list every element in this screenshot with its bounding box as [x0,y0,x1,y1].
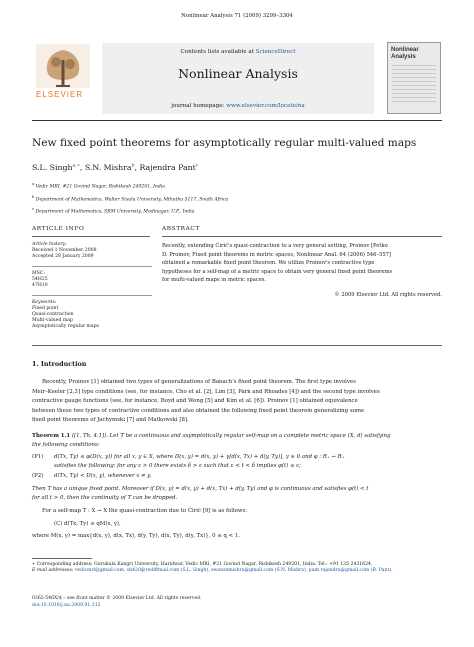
journal-cover [387,42,441,114]
journal-name: Nonlinear Analysis [178,66,298,81]
ciric-line: For a self-map T : X → X the quasi-contraction due to Ćirić [9] is as follows: [42,508,248,514]
footnotes [32,562,444,574]
article-info-heading: ARTICLE INFO [32,226,85,232]
affiliation-mark: a [32,182,35,186]
abstract-line: D. Proinov, Fixed point theorems in metric spaces, Nonlinear Anal. 64 (2006) 546–557] [162,251,391,258]
author-separator: , [79,163,85,172]
sciencedirect-link[interactable]: ScienceDirect [255,49,296,55]
accepted-date: Accepted 28 January 2009 [32,254,94,259]
homepage-prefix: journal homepage: [171,103,227,109]
author-list [32,163,198,172]
affiliation [32,181,228,191]
intro-line: Recently, Proinov [1] obtained two types of generalizations of Banach's fixed point theorem. The first type involves [42,379,356,385]
theorem-line: the following conditions: [32,442,100,449]
article-title: New fixed point theorems for asymptotically regular multi-valued maps [32,137,417,149]
condition-label: (P2) [32,472,44,479]
front-matter-rule [32,345,442,346]
email-note [32,568,444,574]
theorem-conclusion: Then T has a unique fixed point. Moreover if D(x, y) = d(x, y) + d(x, Tx) + d(y, Ty) and φ is continuous and satisfies φ(t) < t [32,486,369,493]
history-label: Article history: [32,242,67,247]
contents-line [102,49,374,55]
keyword: Asymptotically regular maps [32,324,99,329]
where-line: where M(x, y) = max{d(x, y), d(x, Tx), d(y, Ty), d(x, Ty), d(y, Tx)}, 0 ≤ q < 1. [32,533,241,540]
theorem-line [32,432,444,441]
abstract-line: obtained a remarkable fixed point theorem. We utilize Proinov's contractive type [162,260,375,267]
affiliation-text: Department of Mathematics, SRM University, Modinagar, U.P., India [35,209,195,215]
doi-link[interactable]: doi:10.1016/j.na.2009.01.212 [32,603,101,608]
condition-p1 [32,453,444,462]
ciric-formula: (C) d(Tx, Ty) ≤ qM(x, y), [54,520,121,527]
header-rule [32,120,442,121]
affiliation-mark: c [32,207,35,212]
abstract-line: Recently, extending Ćirić's quasi-contraction to a very general setting, Proinov [Petko [162,243,388,249]
issn-line: 0362-546X/$ – see front matter © 2009 Elsevier Ltd. All rights reserved. [32,596,202,601]
info-divider [32,266,152,267]
elsevier-logo [32,42,94,102]
abstract-line: hypotheses for a self-map of a metric space to obtain very general fixed point theorems [162,268,393,275]
email-label: E-mail addresses: [32,568,74,573]
intro-line: Meir–Keeler [2,3] type conditions (see, for instance, Cho et al. [2], Lim [3], Park and Rhoades [4]) and the second type involves [32,388,380,395]
info-divider [32,295,152,296]
publisher-wordmark: ELSEVIER [36,90,84,99]
author-name: S.N. Mishra [84,163,132,172]
condition-label: (P1) [32,453,44,460]
condition-text: d(Tx, Ty) ≤ φ(D(x, y)) for all x, y ∈ X, where D(x, y) = d(x, y) + γ[d(x, Tx) + d(y, Ty)], γ ≥ 0 and φ : R₊ → R₊ [54,453,345,460]
abstract-line: for multi-valued maps in metric spaces. [162,277,267,284]
abstract-rule [162,236,442,237]
ciric-paragraph [32,507,444,542]
author-mark[interactable]: b [131,163,135,169]
received-date: Received 1 November 2008 [32,248,97,253]
intro-line: between these two types of contractive conditions and also obtained the following fixed point theorem generalizing some [32,407,365,414]
intro-line: contractive gauge functions (see, for instance, Boyd and Wong [5] and Kim et al. [6]). Proinov [1] obtained equivalence [32,398,358,405]
homepage-line [102,103,374,109]
theorem-label: Theorem 1.1 [32,433,71,439]
affiliation-text: Department of Mathematics, Walter Sisulu University, Mthatha 5117, South Africa [35,197,229,203]
author-mark[interactable]: a,∗ [72,163,80,169]
affiliation-text: Vedic MRI, #21 Govind Nagar, Rishikesh 249201, India [35,184,166,190]
abstract-heading: ABSTRACT [162,226,200,232]
intro-paragraph [32,378,444,426]
keyword: Quasi-contraction [32,312,74,317]
keyword: Multi-valued map [32,318,73,323]
affiliation-mark: b [32,194,35,199]
msc-label: MSC: [32,271,45,276]
contents-prefix: Contents lists available at [180,49,256,55]
footnote-rule [32,558,92,559]
condition-text: d(Tx, Ty) < D(x, y), whenever x ≠ y. [54,472,152,479]
info-rule [32,236,150,237]
running-head: Nonlinear Analysis 71 (2009) 3299–3304 [181,13,293,19]
corresponding-note: ∗ Corresponding address: Gurukula Kangri University, Haridwar, Vedic MRI, #21 Govind Nagar, Rishikesh 249201, India. Tel.: +91 135 2431624. [32,562,373,567]
cover-lines [392,65,436,105]
author-name: S.L. Singh [32,163,73,172]
abstract-body [162,242,442,300]
homepage-link[interactable]: www.elsevier.com/locate/na [226,103,305,109]
affiliations [32,181,228,216]
theorem-conclusion: for all t > 0, then the continuity of T can be dropped. [32,495,178,502]
theorem-statement: ([1, Th. 4.1]). Let T be a continuous and asymptotically regular self-map on a complete metric space (X, d) satisfying [71,433,391,439]
keyword: Fixed point [32,306,59,311]
cover-title: Nonlinear Analysis [391,47,419,60]
condition-p2 [32,472,444,481]
msc-code: 47H10 [32,283,48,288]
article-info [32,242,152,330]
section-heading: 1. Introduction [32,360,87,368]
affiliation [32,194,228,204]
author-name: Rajendra Pant [139,163,196,172]
intro-line: fixed point theorems of Jachymski [7] and Matkowski [8]. [32,417,189,424]
keywords-label: Keywords: [32,300,57,305]
theorem-block [32,432,444,504]
condition-continuation: satisfies the following: for any ε > 0 there exists δ > ε such that ε < t < δ implies φ(t) ≤ ε; [54,463,301,470]
affiliation [32,206,228,216]
copyright: © 2009 Elsevier Ltd. All rights reserved. [334,291,442,298]
author-mark[interactable]: c [195,163,199,169]
msc-code: 54H25 [32,277,48,282]
author-separator: , [134,163,140,172]
email-links[interactable]: vedicmri@gmail.com, sh420@rediffmail.com (S.L. Singh), swansnmishra@gmail.com (S.N. Mishra), pant.rajendra@gmail.com (R. Pant). [74,568,393,573]
